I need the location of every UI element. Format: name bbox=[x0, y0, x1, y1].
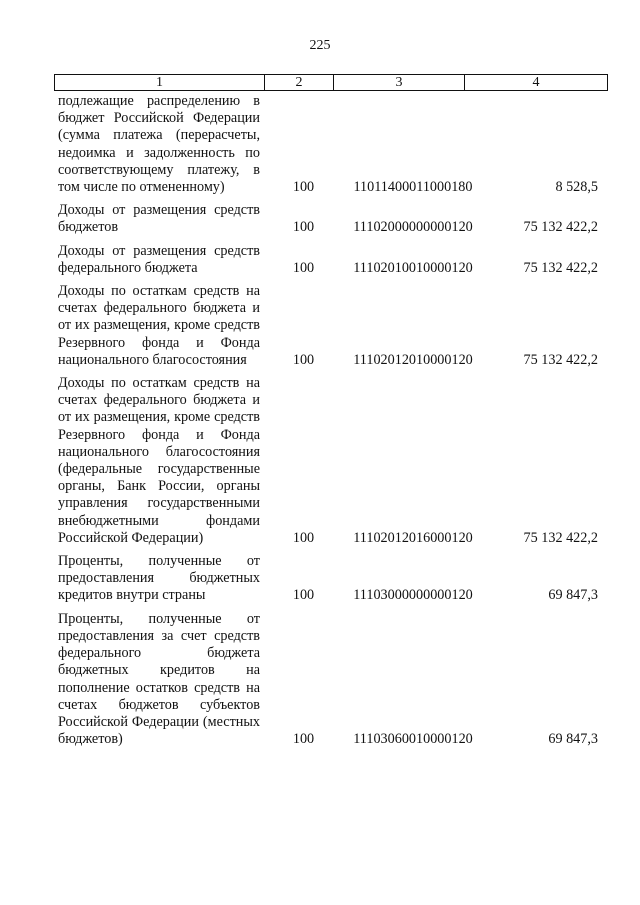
row-admin: 100 bbox=[292, 731, 315, 748]
row-admin: 100 bbox=[292, 219, 315, 236]
table-row bbox=[58, 553, 598, 605]
row-admin: 100 bbox=[292, 529, 315, 546]
table-header bbox=[54, 74, 608, 91]
row-amount: 75 132 422,2 bbox=[523, 529, 598, 546]
row-name: Доходы по остаткам средств на счетах федерального бюджета и от их размещения, кроме средств Резервного фонда и Фонда национального благосостояния bbox=[58, 283, 260, 368]
row-code: 11102012016000120 bbox=[353, 529, 473, 546]
row-name: подлежащие распределению в бюджет Российской Федерации (сумма платежа (перерасчеты, недоимка и задолженность по соответствующему платежу, в том числе по отмененному) bbox=[58, 93, 260, 196]
row-amount: 75 132 422,2 bbox=[523, 219, 598, 236]
row-name: Доходы от размещения средств бюджетов bbox=[58, 202, 260, 236]
row-name: Доходы по остаткам средств на счетах федерального бюджета и от их размещения, кроме средств Резервного фонда и Фонда национального благосостояния (федеральные государственные органы, Банк России, органы управления государственными внебюджетными фондами Российской Федерации) bbox=[58, 375, 260, 546]
row-name: Проценты, полученные от предоставления за счет средств федерального бюджета бюджетных кредитов на пополнение остатков средств на счетах бюджетов субъектов Российской Федерации (местных бюджетов) bbox=[58, 610, 260, 748]
row-admin: 100 bbox=[292, 587, 315, 604]
row-amount: 8 528,5 bbox=[555, 179, 598, 196]
row-code: 11102000000000120 bbox=[353, 219, 473, 236]
row-amount: 75 132 422,2 bbox=[523, 351, 598, 368]
row-admin: 100 bbox=[292, 179, 315, 196]
row-name: Проценты, полученные от предоставления бюджетных кредитов внутри страны bbox=[58, 553, 260, 604]
row-admin: 100 bbox=[292, 259, 315, 276]
page-number: 225 bbox=[309, 38, 331, 53]
table-body bbox=[58, 93, 598, 754]
row-amount: 69 847,3 bbox=[548, 731, 598, 748]
row-code: 11103000000000120 bbox=[353, 587, 473, 604]
table-row bbox=[58, 375, 598, 547]
row-amount: 75 132 422,2 bbox=[523, 259, 598, 276]
table-row bbox=[58, 611, 598, 749]
row-code: 11102010010000120 bbox=[353, 259, 473, 276]
row-code: 11103060010000120 bbox=[353, 731, 473, 748]
header-col-1: 1 bbox=[55, 75, 265, 90]
table-row bbox=[58, 243, 598, 277]
table-row bbox=[58, 93, 598, 196]
header-col-4: 4 bbox=[532, 75, 540, 90]
table-row bbox=[58, 283, 598, 369]
header-col-2: 2 bbox=[265, 75, 334, 90]
row-code: 11102012010000120 bbox=[353, 351, 473, 368]
header-col-3: 3 bbox=[334, 75, 465, 90]
table-row bbox=[58, 202, 598, 236]
row-amount: 69 847,3 bbox=[548, 587, 598, 604]
row-admin: 100 bbox=[292, 351, 315, 368]
row-name: Доходы от размещения средств федерального бюджета bbox=[58, 242, 260, 276]
row-code: 11011400011000180 bbox=[353, 179, 473, 196]
